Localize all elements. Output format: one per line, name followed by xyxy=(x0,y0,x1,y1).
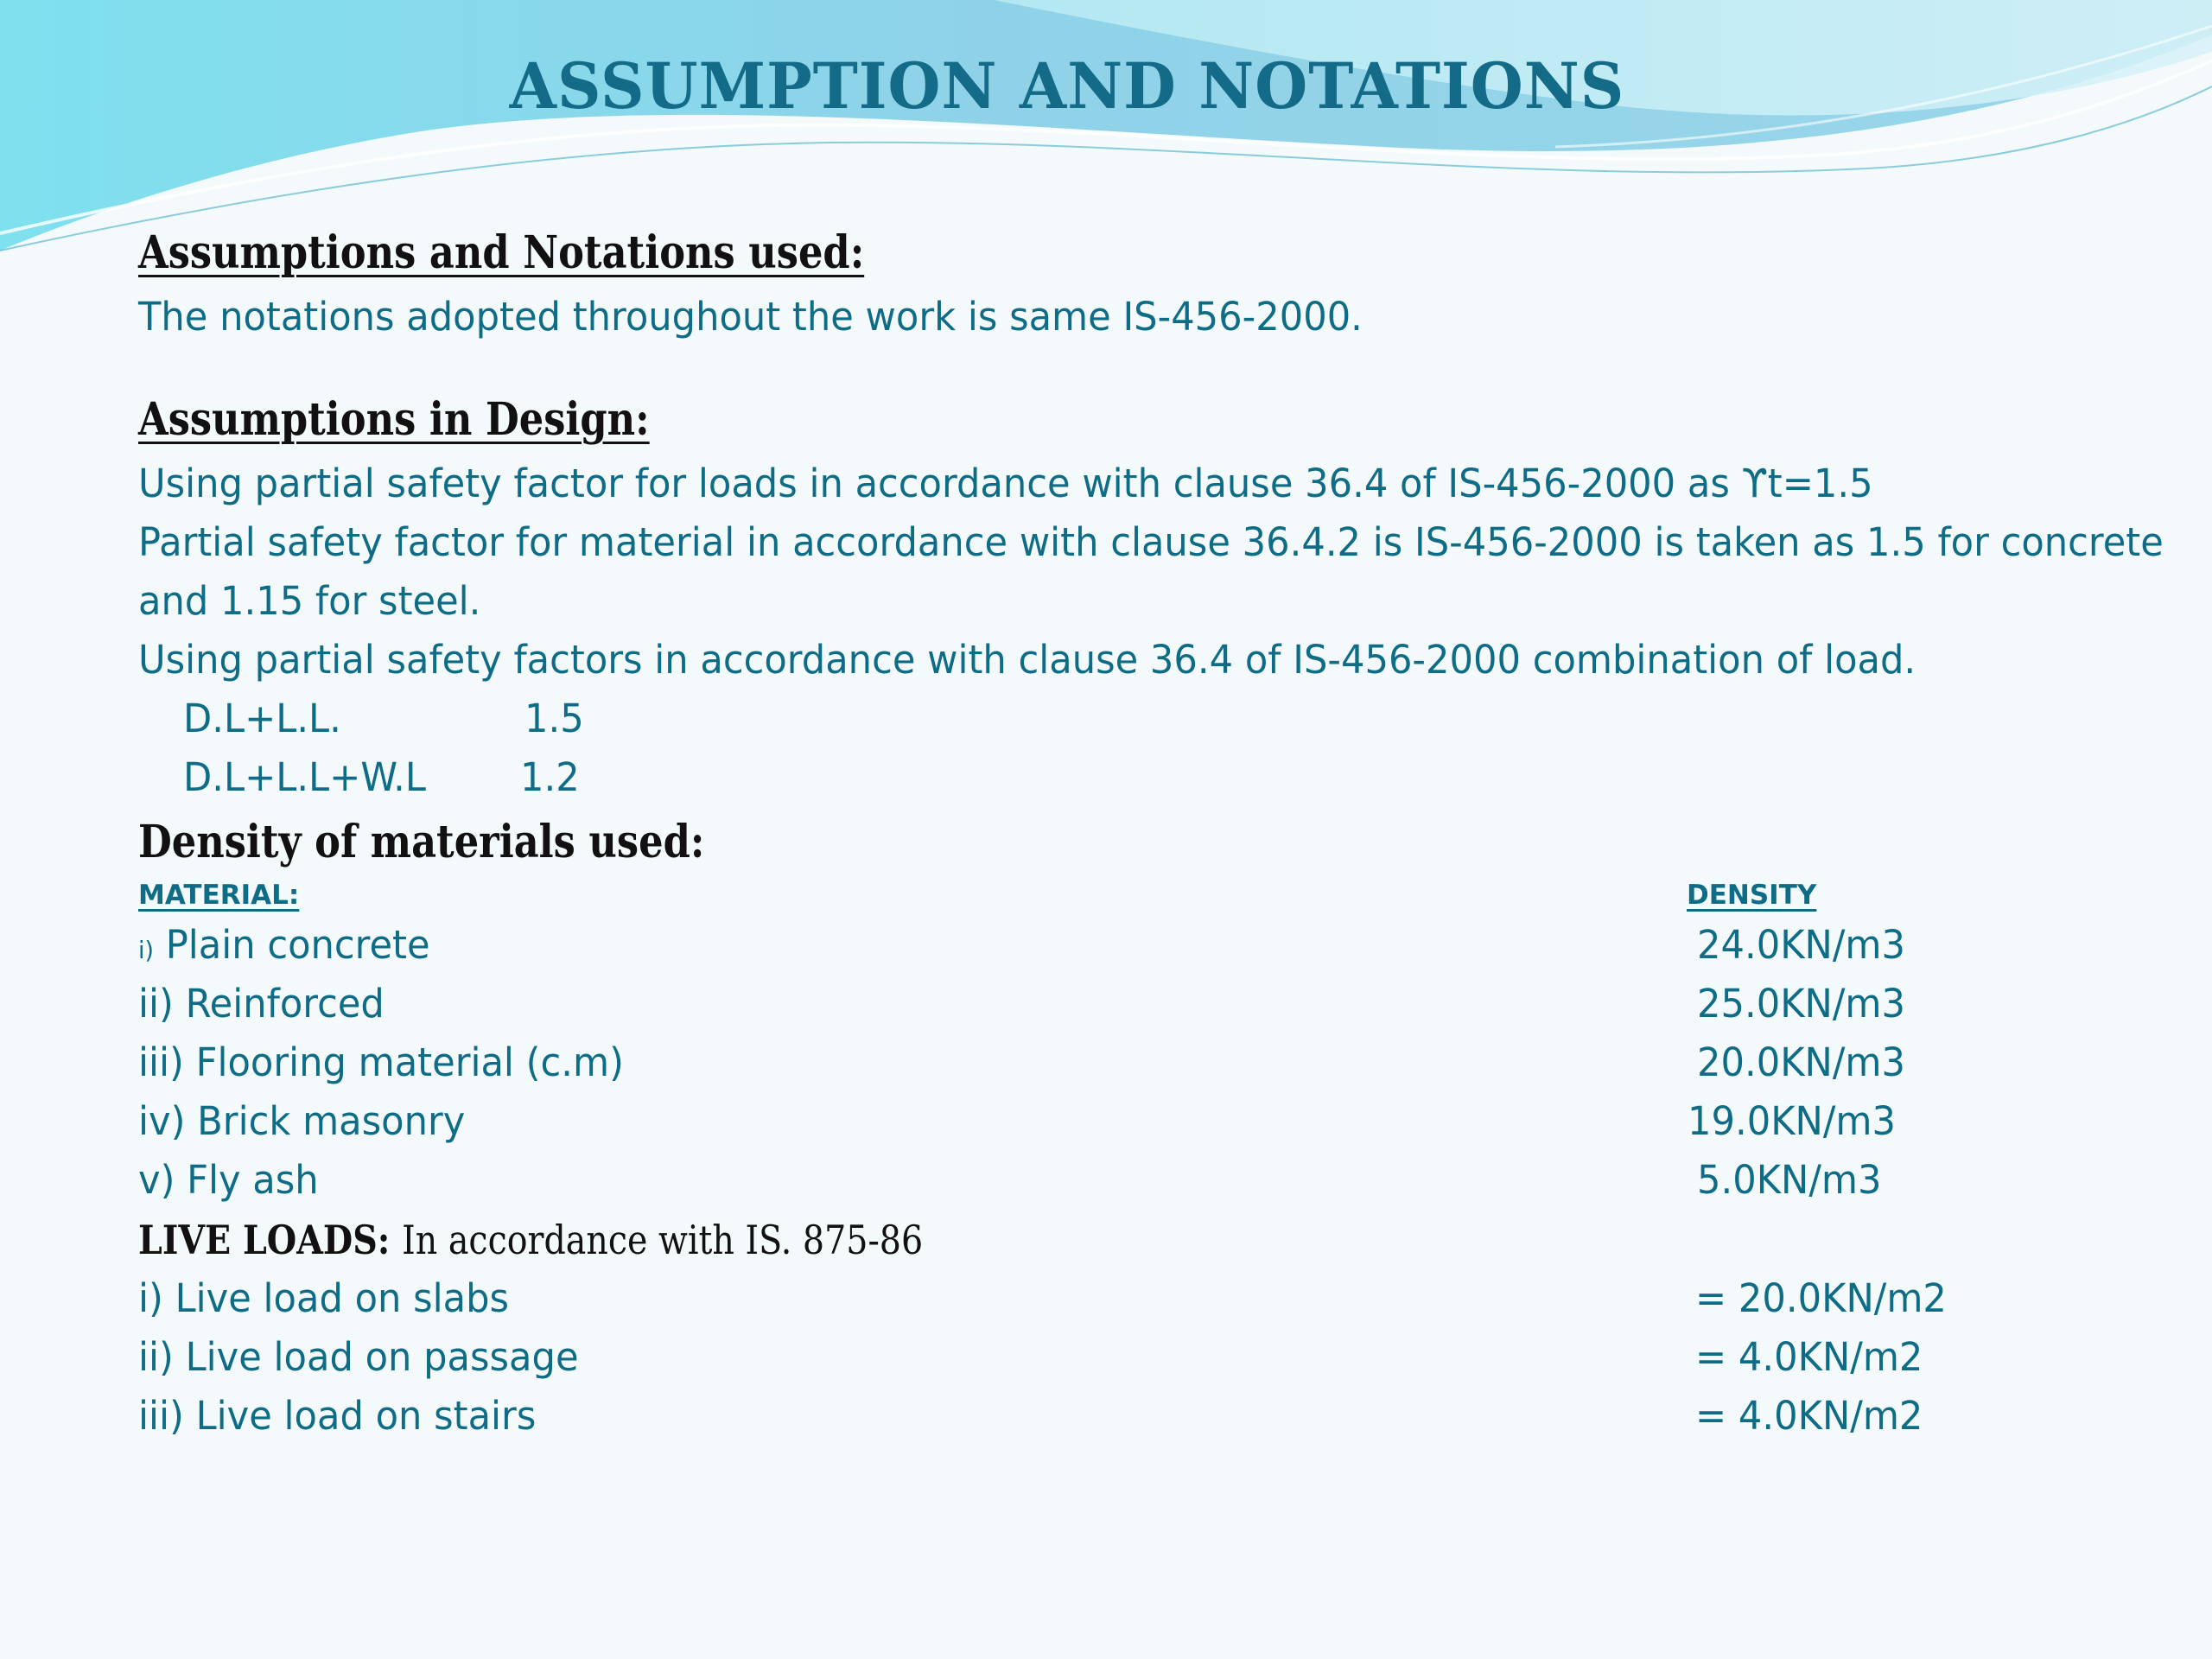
material-name: Flooring material (c.m) xyxy=(195,1039,624,1085)
design-line-1: Using partial safety factor for loads in accordance with clause 36.4 of IS-456-2000 as ϒt=1.5 xyxy=(138,461,1873,506)
material-density-5: 5.0KN/m3 xyxy=(1697,1157,1882,1203)
density-heading: Density of materials used: xyxy=(138,816,705,868)
material-density-1: 24.0KN/m3 xyxy=(1697,922,1905,968)
material-number: i) xyxy=(138,936,154,964)
density-column-header: DENSITY xyxy=(1687,880,1817,911)
notations-text: The notations adopted throughout the work is same IS-456-2000. xyxy=(138,294,1363,340)
material-row-4 xyxy=(138,1098,465,1144)
material-name: Plain concrete xyxy=(165,922,430,968)
material-name: Reinforced xyxy=(185,981,385,1027)
material-density-2: 25.0KN/m3 xyxy=(1697,981,1905,1027)
live-load-row-1: i) Live load on slabs xyxy=(138,1275,510,1321)
live-loads-note: In accordance with IS. 875-86 xyxy=(402,1217,924,1263)
design-line-2: Partial safety factor for material in accordance with clause 36.4.2 is IS-456-2000 is taken as 1.5 for concrete xyxy=(138,519,2164,565)
live-load-value-3: = 4.0KN/m2 xyxy=(1695,1393,1923,1439)
material-density-3: 20.0KN/m3 xyxy=(1697,1039,1905,1085)
page-title: ASSUMPTION AND NOTATIONS xyxy=(509,48,1625,124)
material-number: ii) xyxy=(138,981,174,1027)
live-load-value-1: = 20.0KN/m2 xyxy=(1695,1275,1947,1321)
material-number: iii) xyxy=(138,1039,184,1085)
combination-factor-1: 1.5 xyxy=(524,696,584,741)
material-column-header: MATERIAL: xyxy=(138,880,300,911)
material-row-3 xyxy=(138,1039,624,1085)
combination-label-1: D.L+L.L. xyxy=(183,696,341,741)
live-loads-heading xyxy=(138,1217,923,1263)
live-loads-label: LIVE LOADS: xyxy=(138,1217,391,1263)
design-heading: Assumptions in Design: xyxy=(138,393,650,446)
live-load-row-3: iii) Live load on stairs xyxy=(138,1393,537,1439)
material-row-2 xyxy=(138,981,385,1027)
material-row-5 xyxy=(138,1157,319,1203)
live-load-value-2: = 4.0KN/m2 xyxy=(1695,1334,1923,1380)
design-line-3: and 1.15 for steel. xyxy=(138,578,481,624)
notations-heading: Assumptions and Notations used: xyxy=(138,226,865,279)
material-number: iv) xyxy=(138,1098,186,1144)
material-name: Brick masonry xyxy=(197,1098,466,1144)
material-number: v) xyxy=(138,1157,175,1203)
combination-label-2: D.L+L.L+W.L xyxy=(183,754,426,800)
combination-factor-2: 1.2 xyxy=(520,754,580,800)
live-load-row-2: ii) Live load on passage xyxy=(138,1334,579,1380)
design-line-4: Using partial safety factors in accordance with clause 36.4 of IS-456-2000 combination of load. xyxy=(138,637,1916,683)
material-row-1 xyxy=(138,922,430,968)
material-name: Fly ash xyxy=(187,1157,319,1203)
material-density-4: 19.0KN/m3 xyxy=(1688,1098,1896,1144)
